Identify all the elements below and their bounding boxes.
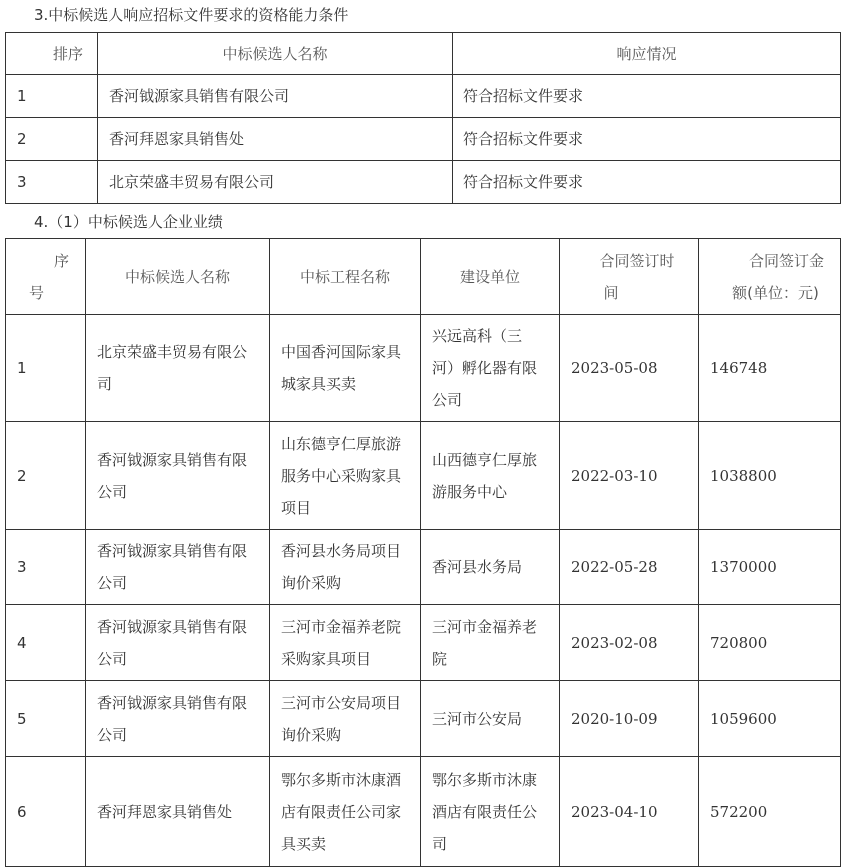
- response-cell: 符合招标文件要求: [453, 75, 841, 118]
- cell-line: 司: [97, 375, 113, 393]
- table-row: [6, 75, 841, 118]
- contract-date-header: 合同签订时 间: [560, 239, 699, 315]
- contract-date-cell: 2020-10-09: [560, 681, 699, 757]
- table-row: [6, 161, 841, 204]
- contract-amount-cell: 1038800: [699, 422, 841, 530]
- cell-line: 三河市金福养老: [432, 617, 538, 636]
- response-header: 响应情况: [453, 33, 841, 75]
- builder-cell: [421, 530, 560, 605]
- rank-header: 排序: [6, 33, 98, 75]
- cell-line: 公司: [97, 725, 128, 744]
- cell-line: 询价采购: [281, 725, 342, 744]
- cell-line: 三河市公安局: [432, 709, 523, 728]
- contract-date-cell: 2023-05-08: [560, 315, 699, 422]
- cell-line: 香河钺源家具销售有限: [97, 693, 248, 712]
- contract-amount-cell: 720800: [699, 605, 841, 681]
- cell-line: 游服务中心: [432, 482, 508, 501]
- cell-line: 服务中心采购家具: [281, 466, 402, 485]
- table-row: [6, 422, 841, 530]
- candidate-name-cell: 北京荣盛丰贸易有限公司: [98, 161, 453, 204]
- cell-line: 公司: [97, 482, 128, 501]
- table-row: [6, 315, 841, 422]
- cell-line: 香河拜恩家具销售处: [97, 802, 233, 821]
- section-4-heading: 4.（1）中标候选人企业业绩: [34, 213, 223, 231]
- candidate-name-header: 中标候选人名称: [86, 239, 270, 315]
- candidate-name-cell: 香河拜恩家具销售处: [98, 118, 453, 161]
- project-name-cell: [270, 530, 421, 605]
- contract-date-cell: 2022-05-28: [560, 530, 699, 605]
- candidate-name-cell: [86, 681, 270, 757]
- seq-cell: 4: [6, 605, 86, 681]
- project-name-cell: [270, 681, 421, 757]
- table-header-row: [6, 239, 841, 315]
- contract-date-cell: 2023-02-08: [560, 605, 699, 681]
- response-cell: 符合招标文件要求: [453, 118, 841, 161]
- builder-cell: [421, 681, 560, 757]
- candidate-name-cell: [86, 422, 270, 530]
- project-name-cell: [270, 315, 421, 422]
- cell-line: 北京荣盛丰贸易有限公: [97, 343, 248, 361]
- cell-line: 项目: [281, 498, 312, 517]
- candidate-name-cell: [86, 757, 270, 867]
- contract-amount-header: 合同签订金 额(单位：元): [699, 239, 841, 315]
- candidate-name-cell: [86, 530, 270, 605]
- project-name-header: 中标工程名称: [270, 239, 421, 315]
- cell-line: 河）孵化器有限: [432, 359, 538, 377]
- table-row: [6, 530, 841, 605]
- cell-line: 询价采购: [281, 574, 342, 592]
- cell-line: 具买卖: [281, 834, 327, 853]
- contract-amount-cell: 572200: [699, 757, 841, 867]
- project-name-cell: [270, 605, 421, 681]
- builder-cell: [421, 315, 560, 422]
- cell-line: 酒店有限责任公: [432, 802, 538, 821]
- performance-table: [5, 238, 841, 867]
- seq-cell: 5: [6, 681, 86, 757]
- builder-cell: [421, 605, 560, 681]
- cell-line: 公司: [97, 649, 128, 668]
- cell-line: 中国香河国际家具: [281, 343, 402, 361]
- builder-cell: [421, 422, 560, 530]
- qualification-table: [5, 32, 841, 204]
- seq-cell: 2: [6, 422, 86, 530]
- cell-line: 鄂尔多斯市沐康酒: [281, 770, 402, 789]
- cell-line: 香河钺源家具销售有限: [97, 542, 248, 560]
- cell-line: 三河市金福养老院: [281, 617, 402, 636]
- seq-cell: 6: [6, 757, 86, 867]
- rank-cell: 2: [6, 118, 98, 161]
- cell-line: 山西德亨仁厚旅: [432, 450, 538, 469]
- seq-header: 序 号: [6, 239, 86, 315]
- cell-line: 院: [432, 649, 448, 668]
- cell-line: 司: [432, 834, 448, 853]
- contract-date-cell: 2022-03-10: [560, 422, 699, 530]
- table-header-row: [6, 33, 841, 75]
- candidate-name-cell: [86, 605, 270, 681]
- cell-line: 香河县水务局: [432, 558, 523, 576]
- cell-line: 公司: [432, 391, 463, 409]
- contract-amount-cell: 1059600: [699, 681, 841, 757]
- section-3-heading: 3.中标候选人响应招标文件要求的资格能力条件: [34, 6, 349, 24]
- contract-amount-cell: 146748: [699, 315, 841, 422]
- cell-line: 香河钺源家具销售有限: [97, 617, 248, 636]
- seq-cell: 1: [6, 315, 86, 422]
- cell-line: 店有限责任公司家: [281, 802, 402, 821]
- rank-cell: 3: [6, 161, 98, 204]
- project-name-cell: [270, 422, 421, 530]
- cell-line: 公司: [97, 574, 128, 592]
- cell-line: 三河市公安局项目: [281, 693, 402, 712]
- contract-date-cell: 2023-04-10: [560, 757, 699, 867]
- cell-line: 香河钺源家具销售有限: [97, 450, 248, 469]
- rank-cell: 1: [6, 75, 98, 118]
- project-name-cell: [270, 757, 421, 867]
- cell-line: 山东德亨仁厚旅游: [281, 434, 402, 453]
- table-row: [6, 681, 841, 757]
- table-row: [6, 605, 841, 681]
- candidate-name-cell: [86, 315, 270, 422]
- cell-line: 香河县水务局项目: [281, 542, 402, 560]
- table-row: [6, 118, 841, 161]
- candidate-name-cell: 香河钺源家具销售有限公司: [98, 75, 453, 118]
- response-cell: 符合招标文件要求: [453, 161, 841, 204]
- builder-header: 建设单位: [421, 239, 560, 315]
- contract-amount-cell: 1370000: [699, 530, 841, 605]
- candidate-name-header: 中标候选人名称: [98, 33, 453, 75]
- table-row: [6, 757, 841, 867]
- cell-line: 兴远高科（三: [432, 327, 523, 345]
- cell-line: 鄂尔多斯市沐康: [432, 770, 538, 789]
- builder-cell: [421, 757, 560, 867]
- seq-cell: 3: [6, 530, 86, 605]
- cell-line: 采购家具项目: [281, 649, 372, 668]
- cell-line: 城家具买卖: [281, 375, 357, 393]
